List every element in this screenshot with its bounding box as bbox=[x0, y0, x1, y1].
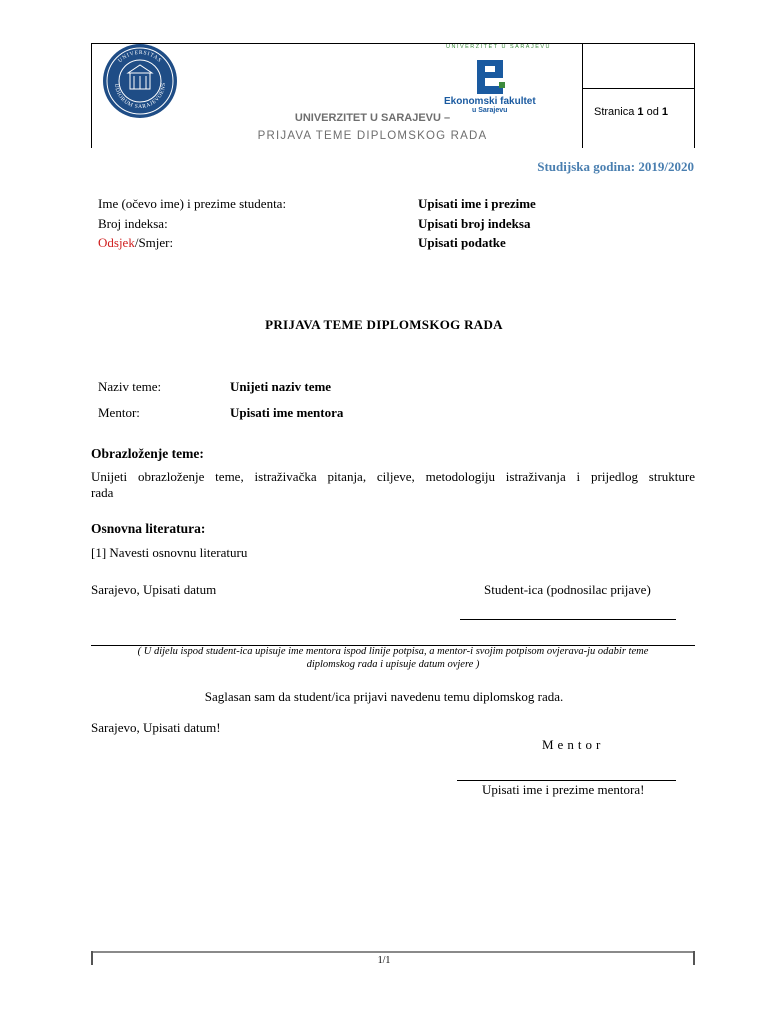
mentor-place-date[interactable]: Sarajevo, Upisati datum! bbox=[91, 720, 221, 735]
student-name-label: Ime (očevo ime) i prezime studenta: bbox=[98, 196, 287, 211]
department-label-rest: /Smjer: bbox=[134, 235, 174, 250]
student-place-date[interactable]: Sarajevo, Upisati datum bbox=[91, 582, 217, 597]
faculty-logo-icon bbox=[475, 56, 507, 96]
svg-text:STUDIORUM SARAJEVOENSIS: UDIORUM SARAJEVOENS bbox=[112, 82, 168, 111]
page-box bbox=[582, 43, 695, 148]
page-box-divider bbox=[582, 88, 695, 89]
instruction-note bbox=[91, 645, 695, 671]
student-signature-line bbox=[460, 619, 676, 620]
student-role-label: Student-ica (podnosilac prijave) bbox=[484, 582, 651, 597]
department-value[interactable]: Upisati podatke bbox=[418, 235, 506, 250]
rationale-text-line1[interactable]: Unijeti obrazloženje teme, istraživačka pitanja, ciljeve, metodologiju istraživanja i prijedlog strukture bbox=[91, 469, 695, 484]
header-form-title: PRIJAVA TEME DIPLOMSKOG RADA bbox=[257, 130, 488, 142]
rationale-heading: Obrazloženje teme: bbox=[91, 446, 204, 461]
index-value[interactable]: Upisati broj indeksa bbox=[418, 216, 531, 231]
mentor-role-label: Mentor bbox=[542, 737, 605, 752]
instruction-note-line2: diplomskog rada i upisuje datum ovjere ) bbox=[306, 659, 480, 670]
mentor-signature-line bbox=[457, 780, 676, 781]
topic-title-label: Naziv teme: bbox=[98, 379, 162, 394]
mentor-label: Mentor: bbox=[98, 405, 140, 420]
instruction-note-line1: ( U dijelu ispod student-ica upisuje ime mentora ispod linije potpisa, a mentor-i svojim potpisom ovjerava-ju odabir teme bbox=[137, 646, 649, 657]
rationale-text-line2[interactable]: rada bbox=[91, 485, 114, 500]
index-label: Broj indeksa: bbox=[98, 216, 168, 231]
department-label bbox=[98, 235, 173, 251]
department-label-highlight: Odsjek bbox=[98, 235, 135, 250]
faculty-city: u Sarajevu bbox=[472, 107, 508, 114]
study-year: Studijska godina: 2019/2020 bbox=[537, 159, 694, 174]
svg-text:UNIVERSITAS: UNIVERSITAS bbox=[117, 49, 163, 65]
header-left-border bbox=[91, 43, 92, 148]
university-seal-logo bbox=[102, 43, 178, 119]
footer-page-number: 1/1 bbox=[377, 955, 391, 966]
literature-heading: Osnovna literatura: bbox=[91, 521, 206, 536]
university-name: UNIVERZITET U SARAJEVU – bbox=[294, 112, 451, 124]
mentor-value[interactable]: Upisati ime mentora bbox=[230, 405, 344, 420]
mentor-name-field[interactable]: Upisati ime i prezime mentora! bbox=[482, 782, 645, 797]
student-name-value[interactable]: Upisati ime i prezime bbox=[418, 196, 536, 211]
literature-item[interactable]: [1] Navesti osnovnu literaturu bbox=[91, 545, 248, 560]
topic-title-value[interactable]: Unijeti naziv teme bbox=[230, 379, 332, 394]
approval-statement: Saglasan sam da student/ica prijavi navedenu temu diplomskog rada. bbox=[204, 689, 564, 704]
document-title: PRIJAVA TEME DIPLOMSKOG RADA bbox=[265, 317, 503, 332]
page-indicator: Stranica 1 od 1 bbox=[594, 106, 669, 118]
faculty-university-caption: UNIVERZITET U SARAJEVU bbox=[446, 44, 552, 50]
faculty-name: Ekonomski fakultet bbox=[444, 96, 536, 107]
